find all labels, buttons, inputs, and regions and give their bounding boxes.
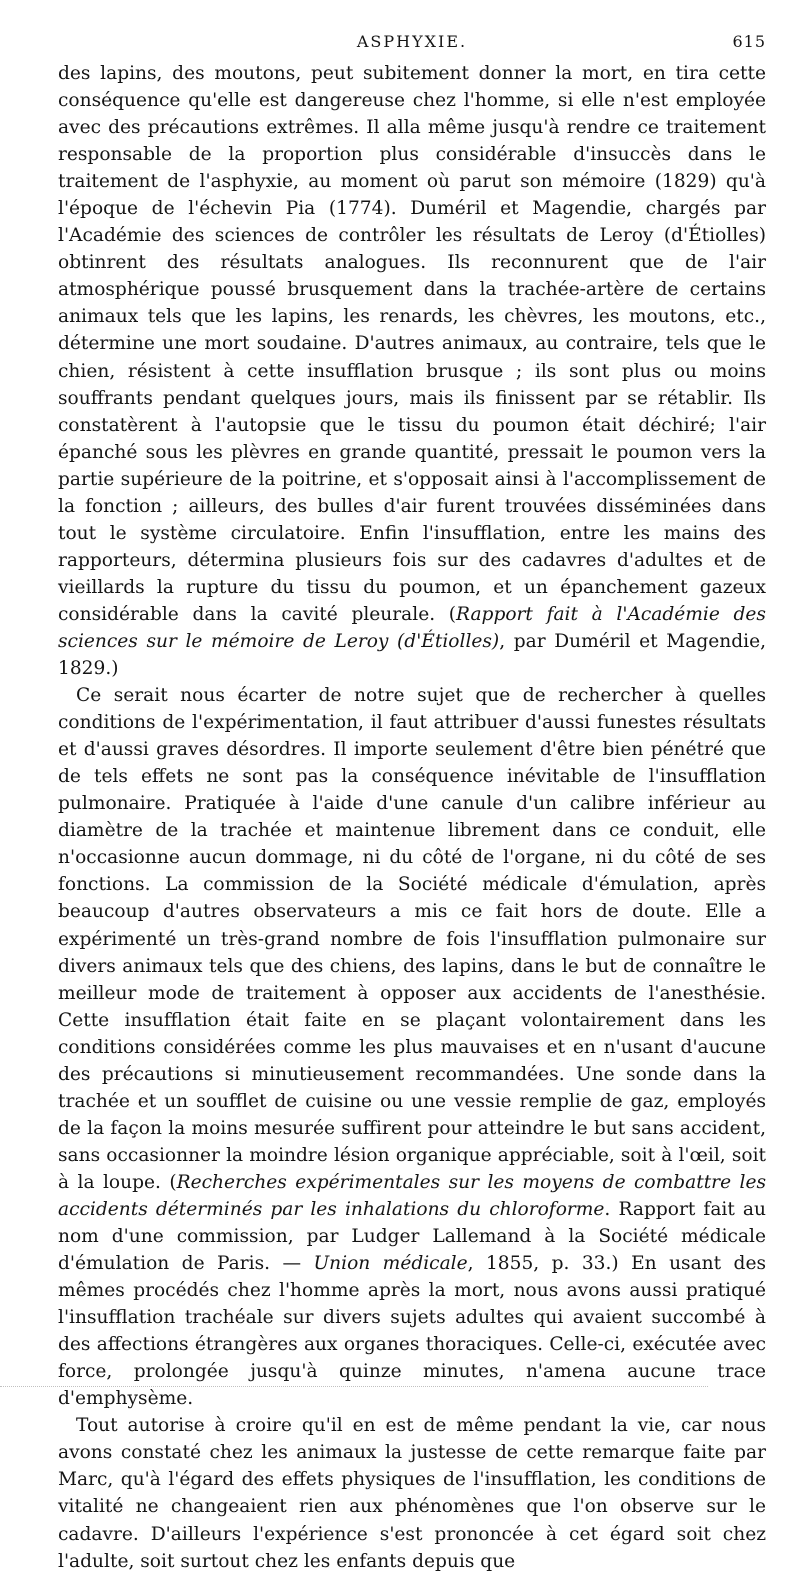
- paragraph-1-text: des lapins, des moutons, peut subitement donner la mort, en tira cette conséquence qu'elle est dangereuse chez l'homme, si elle n'est employée avec des précautions extrêmes. Il alla même jusqu'à rendre ce traitement responsable de la proportion plus considérable d'insuccès dans le traitement de l'asphyxie, au moment où parut son mémoire (1829) qu'à l'époque de l'échevin Pia (1774). Duméril et Magendie, chargés par l'Académie des sciences de contrôler les résultats de Leroy (d'Étiolles) obtinrent des résultats analogues. Ils reconnurent que de l'air atmosphérique poussé brusquement dans la trachée-artère de certains animaux tels que les lapins, les renards, les chèvres, les moutons, etc., détermine une mort soudaine. D'autres animaux, au contraire, tels que le chien, résistent à cette insufflation brusque ; ils sont plus ou moins souffrants pendant quelques jours, mais ils finissent par se rétablir. Ils constatèrent à l'autopsie que le tissu du poumon était déchiré; l'air épanché sous les plèvres en grande quantité, pressait le poumon vers la partie supérieure de la poitrine, et s'opposait ainsi à l'accomplissement de la fonction ; ailleurs, des bulles d'air furent trouvées disséminées dans tout le système circulatoire. Enfin l'insufflation, entre les mains des rapporteurs, détermina plusieurs fois sur des cadavres d'adultes et de vieillards la rupture du tissu du poumon, et un épanchement gazeux considérable dans la cavité pleurale. (: [58, 63, 766, 625]
- paragraph-2-conclusion: , 1855, p. 33.) En usant des mêmes procédés chez l'homme après la mort, nous avons aussi pratiqué l'insufflation trachéale sur divers sujets adultes qui avaient succombé à des affections étrangères aux organes thoraciques. Celle-ci, exécutée avec force, prolongée jusqu'à quinze minutes, n'amena aucune trace d'emphysème.: [58, 1253, 766, 1410]
- page-bottom-noise: [0, 1386, 708, 1387]
- paragraph-2-text: Ce serait nous écarter de notre sujet que de rechercher à quelles conditions de l'expérimentation, il faut attribuer d'aussi funestes résultats et d'aussi graves désordres. Il importe seulement d'être bien pénétré que de tels effets ne sont pas la conséquence inévitable de l'insufflation pulmonaire. Pratiquée à l'aide d'une canule d'un calibre inférieur au diamètre de la trachée et maintenue librement dans ce conduit, elle n'occasionne aucun dommage, ni du côté de l'organe, ni du côté de ses fonctions. La commission de la Société médicale d'émulation, après beaucoup d'autres observateurs a mis ce fait hors de doute. Elle a expérimenté un très-grand nombre de fois l'insufflation pulmonaire sur divers animaux tels que des chiens, des lapins, dans le but de connaître le meilleur mode de traitement à opposer aux accidents de l'anesthésie. Cette insufflation était faite en se plaçant volontairement dans les conditions considérées comme les plus mauvaises et en n'usant d'aucune des précautions si minutieusement recommandées. Une sonde dans la trachée et un soufflet de cuisine ou une vessie remplie de gaz, employés de la façon la moins mesurée suffirent pour atteindre le but sans accident, sans occasionner la moindre lésion organique appréciable, soit à l'œil, soit à la loupe. (: [58, 685, 766, 1193]
- citation-rapport-tail: , par Duméril et Magendie, 1829.): [58, 630, 767, 680]
- book-page: [58, 28, 766, 1575]
- citation-recherches-tail: . Rapport fait au nom d'une commission, par Ludger Lallemand à la Société médicale d'émulation de Paris. —: [58, 1198, 766, 1275]
- running-head: ASPHYXIE.: [356, 32, 468, 51]
- citation-rapport-title: Rapport fait à l'Académie des sciences sur le mémoire de Leroy (d'Étiolles): [58, 603, 766, 652]
- page-number: 615: [732, 32, 766, 51]
- paragraph-2: [58, 682, 766, 1412]
- citation-recherches-title: Recherches expérimentales sur les moyens de combattre les accidents déterminés par les inhalations du chloroforme: [58, 1171, 766, 1220]
- paragraph-3: [58, 1412, 766, 1574]
- citation-journal-title: Union médicale: [313, 1253, 468, 1275]
- paragraph-1: [58, 60, 766, 682]
- page-header: [58, 28, 766, 58]
- paragraph-3-text: Tout autorise à croire qu'il en est de même pendant la vie, car nous avons constaté chez les animaux la justesse de cette remarque faite par Marc, qu'à l'égard des effets physiques de l'insufflation, les conditions de vitalité ne changeaient rien aux phénomènes que l'on observe sur le cadavre. D'ailleurs l'expérience s'est prononcée à cet égard soit chez l'adulte, soit surtout chez les enfants depuis que: [58, 1415, 766, 1572]
